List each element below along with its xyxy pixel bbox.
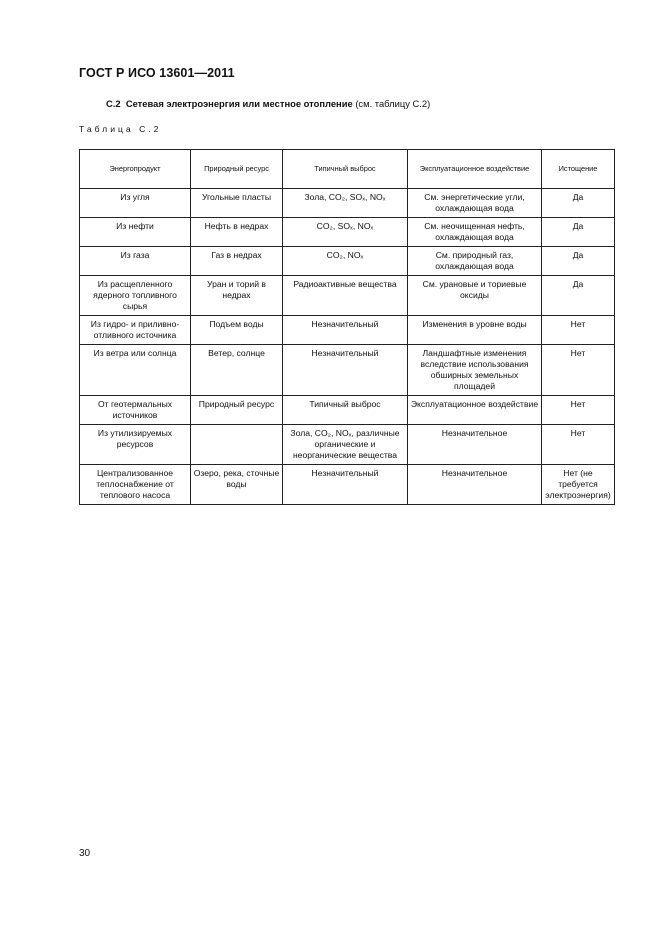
table-cell: Из утилизируемых ресурсов [80,425,191,465]
table-cell: Нет [542,316,615,345]
table-cell: См. энергетические угли, охлаждающая вода [408,189,542,218]
table-cell: Незначительный [283,345,408,396]
table-cell: Незначительный [283,316,408,345]
data-table [79,149,615,505]
table-cell: Из ветра или солнца [80,345,191,396]
table-cell: Зола, CO₂, SOₓ, NOₓ [283,189,408,218]
document-header: ГОСТ Р ИСО 13601—2011 [79,66,235,80]
table-cell: Природный ресурс [191,396,283,425]
table-cell: Незначительное [408,465,542,505]
table-cell: Газ в недрах [191,247,283,276]
section-heading [106,98,430,109]
table-row [80,276,615,316]
table-cell: См. неочищенная нефть, охлаждающая вода [408,218,542,247]
table-cell: См. урановые и ториевые оксиды [408,276,542,316]
table-cell: Угольные пласты [191,189,283,218]
table-row [80,247,615,276]
section-title: Сетевая электроэнергия или местное отопление [125,98,353,109]
table-cell: См. природный газ, охлаждающая вода [408,247,542,276]
table-cell: Ландшафтные изменения вследствие использования обширных земельных площадей [408,345,542,396]
table-cell: Незначительный [283,465,408,505]
column-header: Типичный выброс [283,150,408,189]
page-number: 30 [79,848,91,859]
table-cell: Озеро, река, сточные воды [191,465,283,505]
table-cell: Из гидро- и приливно-отливного источника [80,316,191,345]
table-cell: Незначительное [408,425,542,465]
table-row [80,396,615,425]
table-cell: Из расщепленного ядерного топливного сырья [80,276,191,316]
column-header: Истощение [542,150,615,189]
table-cell: Изменения в уровне воды [408,316,542,345]
table-row [80,189,615,218]
table-cell: Нефть в недрах [191,218,283,247]
table-cell: Подъем воды [191,316,283,345]
table-cell: Уран и торий в недрах [191,276,283,316]
table-cell: Да [542,276,615,316]
column-header: Природный ресурс [191,150,283,189]
table-cell: Централизованное теплоснабжение от теплового насоса [80,465,191,505]
table-cell: Типичный выброс [283,396,408,425]
column-header: Эксплуатационное воздействие [408,150,542,189]
table-cell: Зола, CO₂, NOₓ, различные органические и неорганические вещества [283,425,408,465]
table-row [80,345,615,396]
table-cell: Да [542,247,615,276]
table-cell: Нет [542,345,615,396]
table-caption: Таблица С.2 [79,124,162,134]
section-number: С.2 [106,98,121,109]
section-note: (см. таблицу С.2) [355,98,431,109]
table-cell: Из газа [80,247,191,276]
table-cell: Да [542,189,615,218]
column-header: Энергопродукт [80,150,191,189]
table-cell: Да [542,218,615,247]
table-cell: Ветер, солнце [191,345,283,396]
table-cell [191,425,283,465]
table-row [80,218,615,247]
table-row [80,316,615,345]
table-cell: От геотермальных источников [80,396,191,425]
table-cell: CO₂, SOₓ, NOₓ [283,218,408,247]
table-cell: Нет [542,425,615,465]
table-body [80,189,615,505]
table-cell: Радиоактивные вещества [283,276,408,316]
table-row [80,465,615,505]
table-cell: CO₂, NOₓ [283,247,408,276]
table-row [80,425,615,465]
table-header-row [80,150,615,189]
table-cell: Из нефти [80,218,191,247]
table-cell: Эксплуатационное воздействие [408,396,542,425]
table-cell: Нет [542,396,615,425]
table-cell: Нет (не требуется электроэнергия) [542,465,615,505]
table-cell: Из угля [80,189,191,218]
